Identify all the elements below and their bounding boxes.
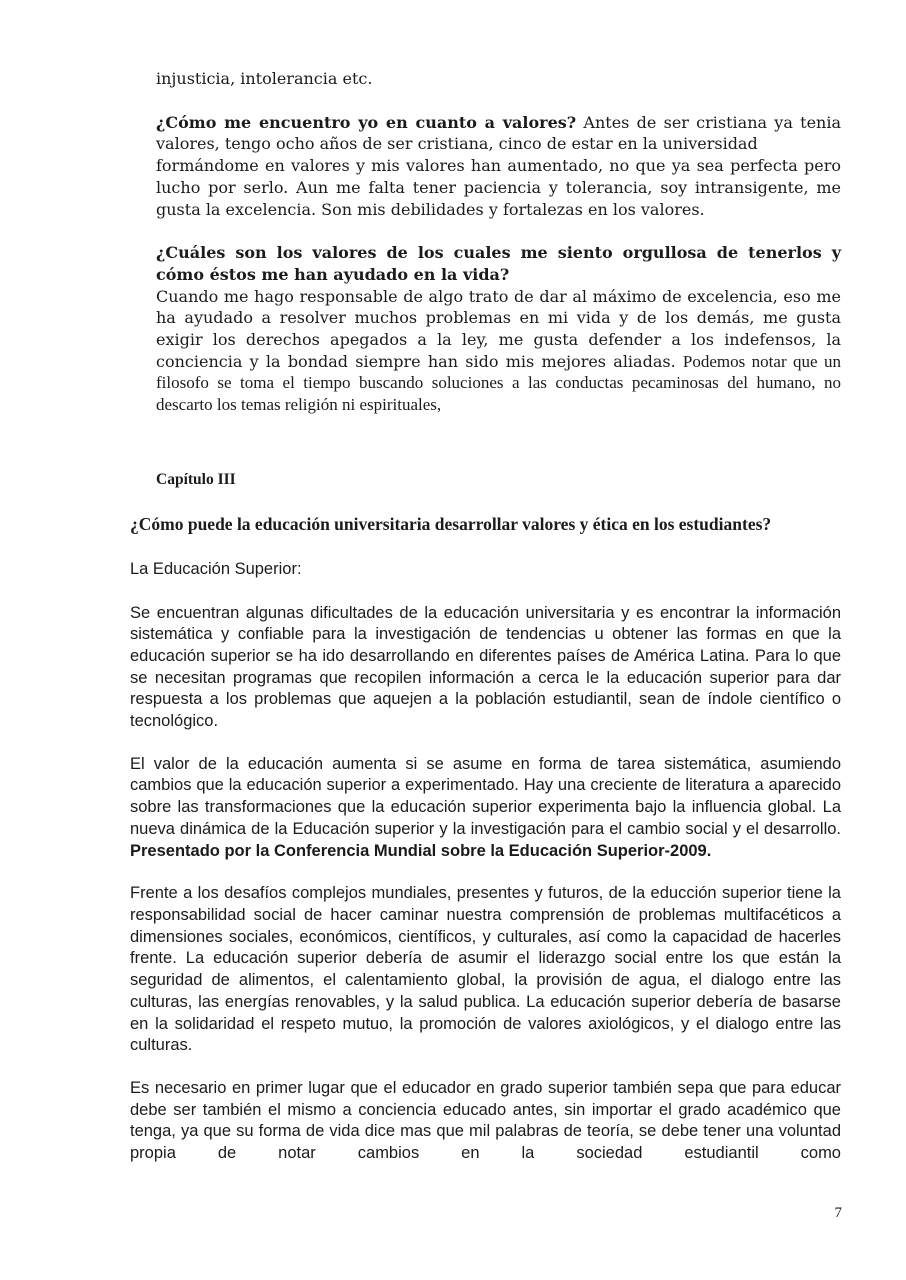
paragraph-education-value — [130, 754, 841, 863]
question-1-paragraph — [156, 112, 841, 221]
question-1-answer-line1: Antes de ser cristiana ya tenia valores, tengo ocho años de ser cristiana, cinco de estar en la universidad — [156, 112, 842, 154]
question-1-answer-line2: formándome en valores y mis valores han aumentado, no que ya sea perfecta pero lucho por serlo. Aun me falta tener paciencia y tolerancia, soy intransigente, me gusta la excelencia. Son mis debilidades y fortalezas en los valores. — [156, 156, 841, 219]
paragraph-education-value-text: El valor de la educación aumenta si se asume en forma de tarea sistemática, asumiendo cambios que la educación superior a experimentado. Hay una creciente de literatura a aparecido sobre las transformaciones que la educación superior experimenta bajo la influencia global. La nueva dinámica de la Educación superior y la investigación para el cambio social y el desarrollo. — [130, 754, 841, 838]
paragraph-global-challenges: Frente a los desafíos complejos mundiales, presentes y futuros, de la educción superior tiene la responsabilidad social de hacer caminar nuestra comprensión de problemas multifacéticos a dimensiones sociales, económicos, científicos, y culturales, así como la capacidad de hacerles frente. La educación superior debería de asumir el liderazgo social entre los que están la seguridad de alimentos, el calentamiento global, la provisión de agua, el dialogo entre las culturas, las energías renovables, y la salud publica. La educación superior debería de basarse en la solidaridad el respeto mutuo, la promoción de valores axiológicos, y el dialogo entre las culturas. — [130, 884, 841, 1055]
paragraph-difficulties: Se encuentran algunas dificultades de la educación universitaria y es encontrar la información sistemática y confiable para la investigación de tendencias u obtener las formas en que la educación superior se ha ido desarrollando en diferentes países de América Latina. Para lo que se necesitan programas que recopilen información a cerca le la educación superior para dar respuesta a los problemas que aquejen a la población estudiantil, sean de índole científico o tecnológico. — [130, 603, 841, 731]
question-2-paragraph — [156, 242, 841, 416]
page-number: 7 — [834, 1205, 842, 1221]
question-1-text: ¿Cómo me encuentro yo en cuanto a valores? — [156, 112, 577, 132]
question-2-text: ¿Cuáles son los valores de los cuales me siento orgullosa de tenerlos y cómo éstos me han ayudado en la vida? — [156, 243, 841, 284]
chapter-heading: ¿Cómo puede la educación universitaria desarrollar valores y ética en los estudiantes? — [130, 513, 772, 534]
question-2-answer-part1: Cuando me hago responsable de algo trato de dar al máximo de excelencia, eso me ha ayudado a resolver muchos problemas en mi vida y de los demás, me gusta exigir los derechos apegados a la ley, me gusta defender a los indefensos, la conciencia y la bondad siempre han sido mis mejores aliadas. — [156, 286, 841, 371]
chapter-label: Capítulo III — [156, 470, 236, 488]
conference-reference-bold: Presentado por la Conferencia Mundial sobre la Educación Superior-2009. — [130, 841, 712, 860]
paragraph-educator: Es necesario en primer lugar que el educador en grado superior también sepa que para educar debe ser también el mismo a conciencia educado antes, sin importar el grado académico que tenga, ya que su forma de vida dice mas que mil palabras de teoría, se debe tener una voluntad propia de notar cambios en la sociedad estudiantil como — [130, 1078, 841, 1163]
section-label: La Educación Superior: — [130, 559, 302, 578]
question-2-answer-part2: Podemos notar que un filosofo se toma el tiempo buscando soluciones a las conductas pecaminosas del humano, no descarto los temas religión ni espirituales, — [156, 351, 841, 415]
paragraph-continuation: injusticia, intolerancia etc. — [156, 69, 373, 88]
